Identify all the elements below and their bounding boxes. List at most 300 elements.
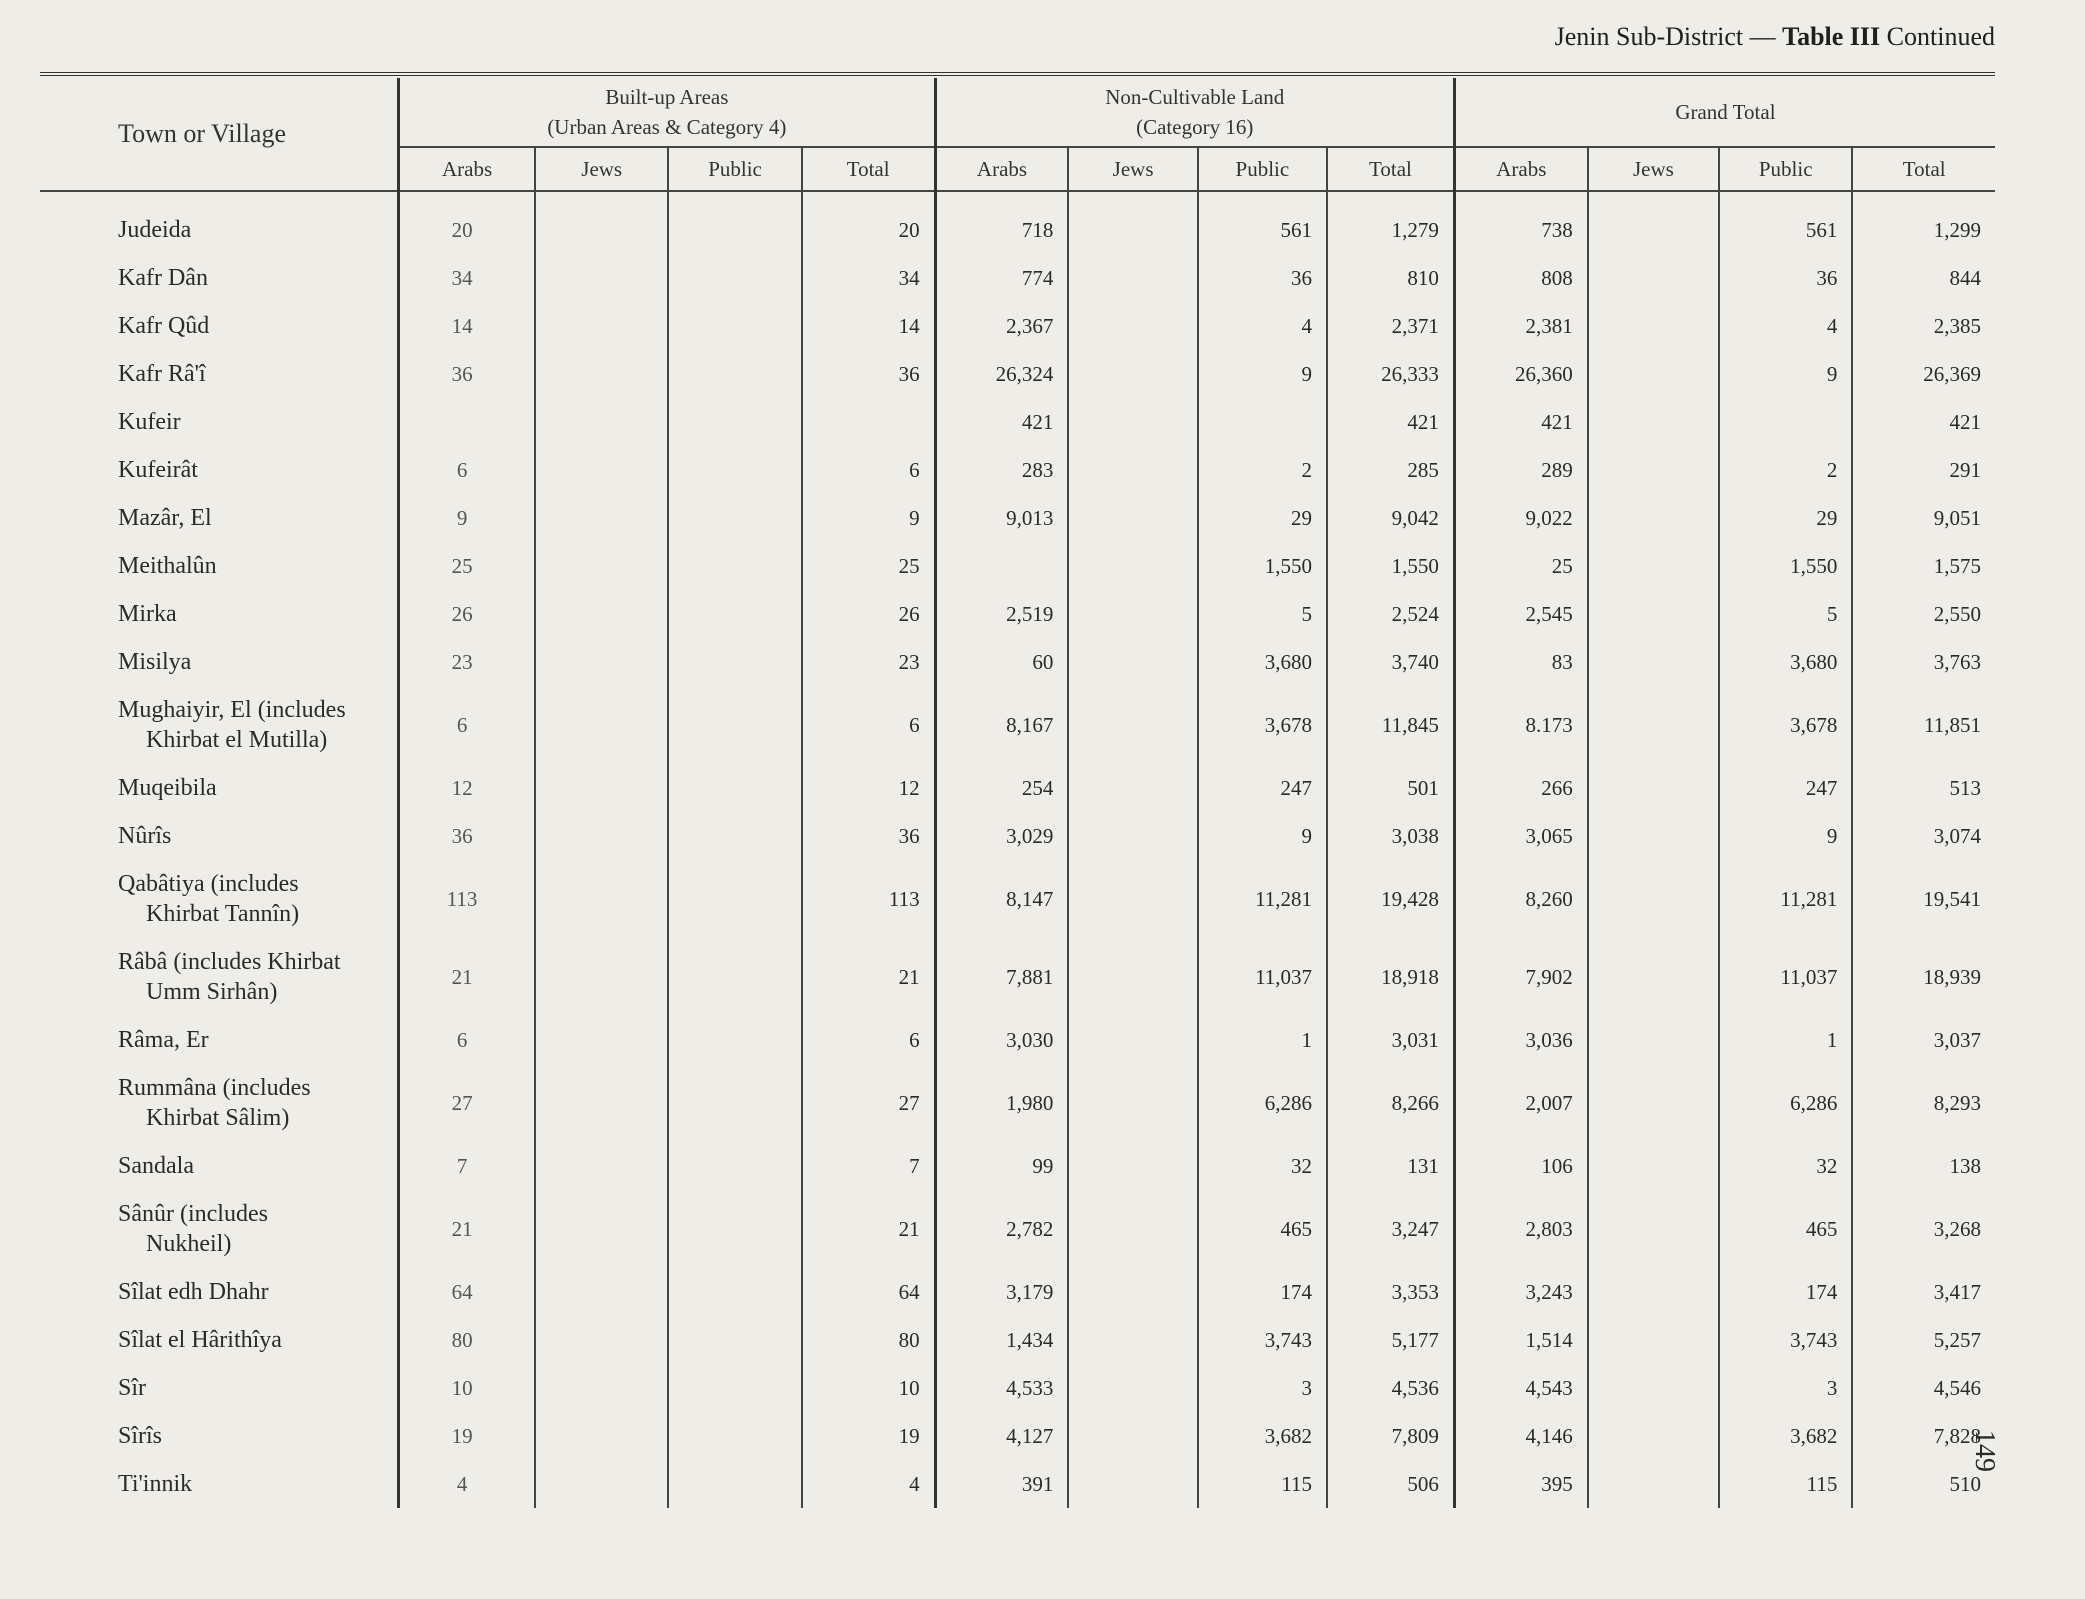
town-name bbox=[40, 350, 399, 398]
table-row bbox=[40, 191, 1995, 254]
cell-g-arabs: 83 bbox=[1454, 638, 1587, 686]
cell-n-jews bbox=[1068, 1316, 1197, 1364]
cell-b-arabs: 27 bbox=[399, 1064, 535, 1142]
cell-b-public bbox=[668, 398, 801, 446]
table-row bbox=[40, 1190, 1995, 1268]
cell-b-total: 34 bbox=[802, 254, 935, 302]
cell-g-total: 510 bbox=[1852, 1460, 1995, 1508]
col-b-public: Public bbox=[668, 147, 801, 191]
cell-b-public bbox=[668, 1190, 801, 1268]
town-name-line1: Kufeirât bbox=[118, 457, 198, 483]
builtup-title: Built-up Areas bbox=[605, 85, 729, 109]
town-name-line2: Nukheil) bbox=[146, 1231, 232, 1257]
town-name-line1: Kafr Dân bbox=[118, 265, 208, 291]
town-name-line1: Sîrîs bbox=[118, 1423, 163, 1449]
cell-b-public bbox=[668, 938, 801, 1016]
cell-g-total: 9,051 bbox=[1852, 494, 1995, 542]
cell-b-public bbox=[668, 446, 801, 494]
cell-n-jews bbox=[1068, 398, 1197, 446]
cell-g-public: 3,682 bbox=[1719, 1412, 1852, 1460]
cell-g-arabs: 395 bbox=[1454, 1460, 1587, 1508]
cell-b-arabs bbox=[399, 398, 535, 446]
cell-n-arabs: 283 bbox=[935, 446, 1068, 494]
town-name-line1: Mughaiyir, El (includes bbox=[118, 697, 346, 723]
land-table bbox=[40, 78, 1995, 1508]
cell-n-total: 18,918 bbox=[1327, 938, 1454, 1016]
cell-g-arabs: 7,902 bbox=[1454, 938, 1587, 1016]
cell-g-public: 36 bbox=[1719, 254, 1852, 302]
cell-g-public: 5 bbox=[1719, 590, 1852, 638]
cell-n-total: 3,740 bbox=[1327, 638, 1454, 686]
cell-g-total: 8,293 bbox=[1852, 1064, 1995, 1142]
cell-b-jews bbox=[535, 812, 668, 860]
cell-g-total: 3,268 bbox=[1852, 1190, 1995, 1268]
town-name-line1: Sânûr (includes bbox=[118, 1201, 268, 1227]
town-name-line1: Nûrîs bbox=[118, 823, 172, 849]
cell-g-total: 3,074 bbox=[1852, 812, 1995, 860]
town-name-line1: Sîr bbox=[118, 1375, 147, 1401]
town-name bbox=[40, 446, 399, 494]
cell-g-jews bbox=[1588, 590, 1719, 638]
table-row bbox=[40, 1316, 1995, 1364]
cell-b-total: 10 bbox=[802, 1364, 935, 1412]
town-name-line1: Qabâtiya (includes bbox=[118, 871, 299, 897]
cell-b-jews bbox=[535, 1064, 668, 1142]
cell-n-public: 32 bbox=[1198, 1142, 1327, 1190]
cell-b-jews bbox=[535, 254, 668, 302]
cell-b-public bbox=[668, 590, 801, 638]
cell-g-total: 2,550 bbox=[1852, 590, 1995, 638]
cell-g-jews bbox=[1588, 1064, 1719, 1142]
col-g-jews: Jews bbox=[1588, 147, 1719, 191]
cell-n-public: 561 bbox=[1198, 191, 1327, 254]
cell-g-arabs: 3,036 bbox=[1454, 1016, 1587, 1064]
cell-n-total: 3,031 bbox=[1327, 1016, 1454, 1064]
town-name bbox=[40, 590, 399, 638]
cell-n-total: 421 bbox=[1327, 398, 1454, 446]
cell-n-jews bbox=[1068, 764, 1197, 812]
cell-g-public: 1 bbox=[1719, 1016, 1852, 1064]
cell-b-jews bbox=[535, 1460, 668, 1508]
table-row bbox=[40, 1016, 1995, 1064]
cell-g-arabs: 9,022 bbox=[1454, 494, 1587, 542]
town-name-line1: Mazâr, El bbox=[118, 505, 212, 531]
town-name bbox=[40, 1190, 399, 1268]
cell-n-total: 8,266 bbox=[1327, 1064, 1454, 1142]
cell-b-public bbox=[668, 494, 801, 542]
cell-g-arabs: 808 bbox=[1454, 254, 1587, 302]
table-row bbox=[40, 398, 1995, 446]
cell-n-total: 7,809 bbox=[1327, 1412, 1454, 1460]
cell-n-arabs: 718 bbox=[935, 191, 1068, 254]
cell-n-arabs: 8,147 bbox=[935, 860, 1068, 938]
cell-b-jews bbox=[535, 398, 668, 446]
col-g-arabs: Arabs bbox=[1454, 147, 1587, 191]
cell-n-jews bbox=[1068, 938, 1197, 1016]
cell-g-total: 2,385 bbox=[1852, 302, 1995, 350]
cell-n-jews bbox=[1068, 350, 1197, 398]
town-name-line1: Râma, Er bbox=[118, 1027, 209, 1053]
cell-b-arabs: 21 bbox=[399, 938, 535, 1016]
cell-g-arabs: 8,260 bbox=[1454, 860, 1587, 938]
cell-b-arabs: 36 bbox=[399, 350, 535, 398]
cell-g-public: 9 bbox=[1719, 350, 1852, 398]
cell-b-jews bbox=[535, 764, 668, 812]
cell-n-arabs: 8,167 bbox=[935, 686, 1068, 764]
noncult-header bbox=[935, 78, 1454, 147]
town-name-line1: Judeida bbox=[118, 217, 192, 243]
cell-b-total: 23 bbox=[802, 638, 935, 686]
table-row bbox=[40, 1364, 1995, 1412]
header-table: Table III bbox=[1782, 22, 1881, 51]
cell-g-total: 1,575 bbox=[1852, 542, 1995, 590]
cell-g-arabs: 2,803 bbox=[1454, 1190, 1587, 1268]
cell-g-public bbox=[1719, 398, 1852, 446]
cell-n-arabs: 2,367 bbox=[935, 302, 1068, 350]
cell-b-total: 14 bbox=[802, 302, 935, 350]
cell-n-public: 3,682 bbox=[1198, 1412, 1327, 1460]
table-row bbox=[40, 638, 1995, 686]
noncult-subtitle: (Category 16) bbox=[1136, 115, 1254, 139]
table-row bbox=[40, 812, 1995, 860]
cell-n-jews bbox=[1068, 1142, 1197, 1190]
page-number: 149 bbox=[1969, 1430, 2000, 1472]
cell-b-arabs: 6 bbox=[399, 1016, 535, 1064]
col-n-total: Total bbox=[1327, 147, 1454, 191]
cell-n-arabs: 2,519 bbox=[935, 590, 1068, 638]
cell-n-jews bbox=[1068, 686, 1197, 764]
cell-n-public: 174 bbox=[1198, 1268, 1327, 1316]
cell-b-jews bbox=[535, 1268, 668, 1316]
cell-n-jews bbox=[1068, 1268, 1197, 1316]
cell-b-jews bbox=[535, 1364, 668, 1412]
cell-g-total: 421 bbox=[1852, 398, 1995, 446]
cell-g-total: 844 bbox=[1852, 254, 1995, 302]
cell-n-arabs: 2,782 bbox=[935, 1190, 1068, 1268]
cell-b-public bbox=[668, 1460, 801, 1508]
town-name bbox=[40, 860, 399, 938]
town-name-line1: Kafr Qûd bbox=[118, 313, 210, 339]
col-g-public: Public bbox=[1719, 147, 1852, 191]
cell-b-public bbox=[668, 764, 801, 812]
cell-b-arabs: 21 bbox=[399, 1190, 535, 1268]
cell-b-public bbox=[668, 1316, 801, 1364]
town-name-line1: Sîlat el Hârithîya bbox=[118, 1327, 282, 1353]
cell-b-arabs: 113 bbox=[399, 860, 535, 938]
table-row bbox=[40, 1460, 1995, 1508]
col-b-arabs: Arabs bbox=[399, 147, 535, 191]
town-name bbox=[40, 398, 399, 446]
cell-b-public bbox=[668, 1268, 801, 1316]
cell-g-jews bbox=[1588, 860, 1719, 938]
cell-b-arabs: 64 bbox=[399, 1268, 535, 1316]
cell-b-public bbox=[668, 350, 801, 398]
table-body bbox=[40, 191, 1995, 1508]
cell-g-total: 4,546 bbox=[1852, 1364, 1995, 1412]
town-name bbox=[40, 1142, 399, 1190]
cell-b-total: 36 bbox=[802, 350, 935, 398]
cell-g-jews bbox=[1588, 494, 1719, 542]
cell-n-public: 29 bbox=[1198, 494, 1327, 542]
cell-n-jews bbox=[1068, 590, 1197, 638]
noncult-title: Non-Cultivable Land bbox=[1105, 85, 1285, 109]
cell-g-total: 1,299 bbox=[1852, 191, 1995, 254]
table-row bbox=[40, 1142, 1995, 1190]
cell-b-jews bbox=[535, 1190, 668, 1268]
cell-b-total: 7 bbox=[802, 1142, 935, 1190]
cell-n-total: 26,333 bbox=[1327, 350, 1454, 398]
cell-g-arabs: 8.173 bbox=[1454, 686, 1587, 764]
cell-b-arabs: 23 bbox=[399, 638, 535, 686]
cell-n-jews bbox=[1068, 1412, 1197, 1460]
cell-g-jews bbox=[1588, 1016, 1719, 1064]
cell-n-total: 2,371 bbox=[1327, 302, 1454, 350]
cell-g-public: 115 bbox=[1719, 1460, 1852, 1508]
cell-n-jews bbox=[1068, 1460, 1197, 1508]
cell-b-total: 21 bbox=[802, 938, 935, 1016]
cell-n-arabs: 9,013 bbox=[935, 494, 1068, 542]
cell-g-total: 11,851 bbox=[1852, 686, 1995, 764]
cell-b-jews bbox=[535, 542, 668, 590]
cell-g-arabs: 1,514 bbox=[1454, 1316, 1587, 1364]
cell-n-public: 2 bbox=[1198, 446, 1327, 494]
cell-n-arabs: 99 bbox=[935, 1142, 1068, 1190]
town-name-line1: Rummâna (includes bbox=[118, 1075, 311, 1101]
town-name bbox=[40, 638, 399, 686]
town-name-line1: Mirka bbox=[118, 601, 177, 627]
cell-g-jews bbox=[1588, 938, 1719, 1016]
grand-total-header: Grand Total bbox=[1454, 78, 1995, 147]
cell-b-public bbox=[668, 1016, 801, 1064]
cell-b-public bbox=[668, 302, 801, 350]
cell-n-arabs: 391 bbox=[935, 1460, 1068, 1508]
cell-n-public: 9 bbox=[1198, 350, 1327, 398]
town-name bbox=[40, 1268, 399, 1316]
cell-n-public: 11,037 bbox=[1198, 938, 1327, 1016]
cell-n-arabs: 4,127 bbox=[935, 1412, 1068, 1460]
cell-g-jews bbox=[1588, 398, 1719, 446]
town-name-line1: Kufeir bbox=[118, 409, 181, 435]
town-name-line2: Khirbat Tannîn) bbox=[146, 901, 300, 927]
cell-n-total: 3,353 bbox=[1327, 1268, 1454, 1316]
cell-g-jews bbox=[1588, 764, 1719, 812]
cell-b-public bbox=[668, 1142, 801, 1190]
cell-b-jews bbox=[535, 1142, 668, 1190]
cell-g-total: 291 bbox=[1852, 446, 1995, 494]
table-row bbox=[40, 446, 1995, 494]
cell-g-jews bbox=[1588, 1142, 1719, 1190]
cell-g-jews bbox=[1588, 350, 1719, 398]
table-row bbox=[40, 1064, 1995, 1142]
cell-b-jews bbox=[535, 1412, 668, 1460]
header-suffix: Continued bbox=[1886, 22, 1995, 51]
cell-b-public bbox=[668, 1412, 801, 1460]
cell-b-jews bbox=[535, 494, 668, 542]
cell-b-total: 113 bbox=[802, 860, 935, 938]
cell-n-total: 131 bbox=[1327, 1142, 1454, 1190]
cell-b-public bbox=[668, 191, 801, 254]
cell-n-public: 1 bbox=[1198, 1016, 1327, 1064]
cell-n-jews bbox=[1068, 446, 1197, 494]
cell-g-arabs: 4,146 bbox=[1454, 1412, 1587, 1460]
table-row bbox=[40, 350, 1995, 398]
cell-g-arabs: 2,545 bbox=[1454, 590, 1587, 638]
table-row bbox=[40, 302, 1995, 350]
cell-b-public bbox=[668, 812, 801, 860]
cell-g-jews bbox=[1588, 302, 1719, 350]
table-row bbox=[40, 938, 1995, 1016]
cell-g-total: 3,763 bbox=[1852, 638, 1995, 686]
table-row bbox=[40, 1268, 1995, 1316]
cell-b-total: 6 bbox=[802, 446, 935, 494]
cell-g-public: 4 bbox=[1719, 302, 1852, 350]
cell-b-jews bbox=[535, 590, 668, 638]
cell-g-public: 11,037 bbox=[1719, 938, 1852, 1016]
cell-g-arabs: 289 bbox=[1454, 446, 1587, 494]
cell-b-arabs: 12 bbox=[399, 764, 535, 812]
cell-g-jews bbox=[1588, 1268, 1719, 1316]
cell-g-public: 561 bbox=[1719, 191, 1852, 254]
cell-g-total: 3,417 bbox=[1852, 1268, 1995, 1316]
col-n-arabs: Arabs bbox=[935, 147, 1068, 191]
cell-n-jews bbox=[1068, 638, 1197, 686]
cell-n-jews bbox=[1068, 191, 1197, 254]
cell-n-public: 5 bbox=[1198, 590, 1327, 638]
town-name-line1: Meithalûn bbox=[118, 553, 217, 579]
cell-n-arabs: 26,324 bbox=[935, 350, 1068, 398]
town-name-line1: Muqeibila bbox=[118, 775, 217, 801]
cell-b-jews bbox=[535, 302, 668, 350]
table-row bbox=[40, 590, 1995, 638]
cell-n-public: 6,286 bbox=[1198, 1064, 1327, 1142]
cell-b-arabs: 4 bbox=[399, 1460, 535, 1508]
cell-g-arabs: 3,243 bbox=[1454, 1268, 1587, 1316]
cell-b-arabs: 6 bbox=[399, 446, 535, 494]
town-name-line1: Misilya bbox=[118, 649, 192, 675]
cell-b-public bbox=[668, 1064, 801, 1142]
page-header bbox=[1555, 22, 1995, 52]
cell-n-public: 465 bbox=[1198, 1190, 1327, 1268]
cell-g-public: 11,281 bbox=[1719, 860, 1852, 938]
cell-g-public: 3,678 bbox=[1719, 686, 1852, 764]
cell-b-arabs: 34 bbox=[399, 254, 535, 302]
cell-n-jews bbox=[1068, 1364, 1197, 1412]
cell-n-arabs: 1,980 bbox=[935, 1064, 1068, 1142]
cell-n-public: 1,550 bbox=[1198, 542, 1327, 590]
town-name bbox=[40, 1016, 399, 1064]
town-column-header: Town or Village bbox=[40, 78, 399, 191]
col-g-total: Total bbox=[1852, 147, 1995, 191]
cell-n-public: 11,281 bbox=[1198, 860, 1327, 938]
cell-b-arabs: 10 bbox=[399, 1364, 535, 1412]
table-row bbox=[40, 494, 1995, 542]
cell-n-jews bbox=[1068, 494, 1197, 542]
cell-b-arabs: 36 bbox=[399, 812, 535, 860]
cell-b-total: 4 bbox=[802, 1460, 935, 1508]
cell-b-arabs: 20 bbox=[399, 191, 535, 254]
col-n-jews: Jews bbox=[1068, 147, 1197, 191]
cell-b-total: 25 bbox=[802, 542, 935, 590]
cell-g-public: 3,743 bbox=[1719, 1316, 1852, 1364]
cell-n-public bbox=[1198, 398, 1327, 446]
cell-n-total: 9,042 bbox=[1327, 494, 1454, 542]
town-name bbox=[40, 254, 399, 302]
cell-b-arabs: 6 bbox=[399, 686, 535, 764]
header-prefix: Jenin Sub-District — bbox=[1554, 22, 1776, 51]
cell-n-arabs: 1,434 bbox=[935, 1316, 1068, 1364]
cell-g-public: 6,286 bbox=[1719, 1064, 1852, 1142]
table-row bbox=[40, 1412, 1995, 1460]
town-name-line1: Sîlat edh Dhahr bbox=[118, 1279, 269, 1305]
cell-n-total: 11,845 bbox=[1327, 686, 1454, 764]
cell-b-public bbox=[668, 1364, 801, 1412]
cell-g-jews bbox=[1588, 1316, 1719, 1364]
cell-g-jews bbox=[1588, 1460, 1719, 1508]
town-name-line1: Sandala bbox=[118, 1153, 194, 1179]
cell-b-total bbox=[802, 398, 935, 446]
cell-n-public: 36 bbox=[1198, 254, 1327, 302]
cell-n-total: 1,550 bbox=[1327, 542, 1454, 590]
cell-n-public: 115 bbox=[1198, 1460, 1327, 1508]
col-b-total: Total bbox=[802, 147, 935, 191]
cell-n-public: 3,680 bbox=[1198, 638, 1327, 686]
cell-n-total: 501 bbox=[1327, 764, 1454, 812]
cell-n-total: 4,536 bbox=[1327, 1364, 1454, 1412]
cell-b-arabs: 25 bbox=[399, 542, 535, 590]
cell-b-total: 27 bbox=[802, 1064, 935, 1142]
cell-n-arabs: 3,030 bbox=[935, 1016, 1068, 1064]
cell-b-arabs: 80 bbox=[399, 1316, 535, 1364]
town-name bbox=[40, 1460, 399, 1508]
cell-g-jews bbox=[1588, 542, 1719, 590]
cell-b-arabs: 14 bbox=[399, 302, 535, 350]
cell-g-public: 32 bbox=[1719, 1142, 1852, 1190]
cell-n-total: 2,524 bbox=[1327, 590, 1454, 638]
cell-b-jews bbox=[535, 638, 668, 686]
cell-n-public: 4 bbox=[1198, 302, 1327, 350]
cell-b-total: 64 bbox=[802, 1268, 935, 1316]
cell-n-public: 247 bbox=[1198, 764, 1327, 812]
col-n-public: Public bbox=[1198, 147, 1327, 191]
cell-g-arabs: 3,065 bbox=[1454, 812, 1587, 860]
cell-b-total: 21 bbox=[802, 1190, 935, 1268]
cell-g-arabs: 2,007 bbox=[1454, 1064, 1587, 1142]
town-name bbox=[40, 542, 399, 590]
cell-n-jews bbox=[1068, 1064, 1197, 1142]
cell-n-total: 285 bbox=[1327, 446, 1454, 494]
town-name bbox=[40, 1364, 399, 1412]
cell-g-public: 247 bbox=[1719, 764, 1852, 812]
town-name-line2: Khirbat Sâlim) bbox=[146, 1105, 290, 1131]
cell-g-arabs: 266 bbox=[1454, 764, 1587, 812]
cell-n-arabs: 254 bbox=[935, 764, 1068, 812]
town-name bbox=[40, 938, 399, 1016]
cell-g-public: 29 bbox=[1719, 494, 1852, 542]
cell-n-total: 810 bbox=[1327, 254, 1454, 302]
cell-n-public: 3,743 bbox=[1198, 1316, 1327, 1364]
cell-n-arabs: 3,179 bbox=[935, 1268, 1068, 1316]
cell-g-arabs: 25 bbox=[1454, 542, 1587, 590]
cell-n-jews bbox=[1068, 254, 1197, 302]
cell-b-total: 9 bbox=[802, 494, 935, 542]
cell-g-total: 18,939 bbox=[1852, 938, 1995, 1016]
town-name bbox=[40, 812, 399, 860]
cell-g-public: 3,680 bbox=[1719, 638, 1852, 686]
cell-g-public: 174 bbox=[1719, 1268, 1852, 1316]
cell-g-arabs: 4,543 bbox=[1454, 1364, 1587, 1412]
cell-n-total: 3,038 bbox=[1327, 812, 1454, 860]
town-name bbox=[40, 494, 399, 542]
